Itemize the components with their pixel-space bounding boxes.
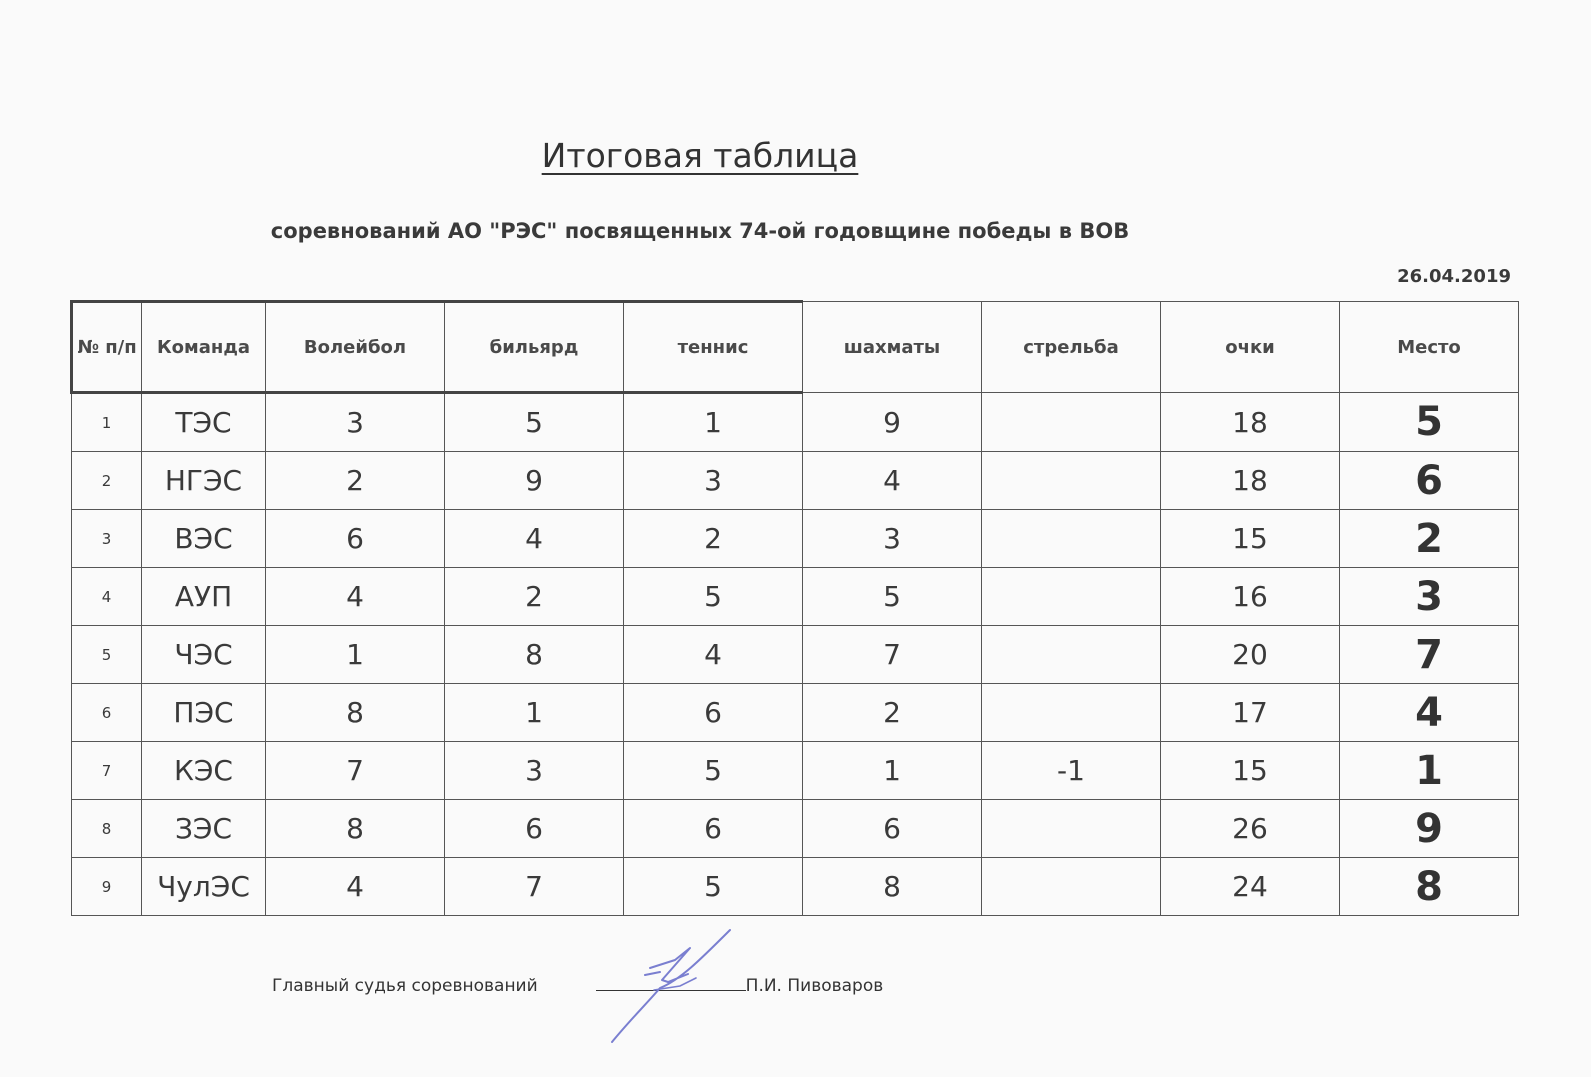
cell-place: 8 — [1340, 858, 1519, 916]
cell-billiards: 9 — [445, 452, 624, 510]
column-header-place: Место — [1340, 302, 1519, 393]
page-subtitle: соревнований АО "РЭС" посвященных 74-ой годовщине победы в ВОВ — [270, 219, 1130, 243]
cell-billiards: 3 — [445, 742, 624, 800]
cell-volleyball: 8 — [266, 800, 445, 858]
cell-chess: 6 — [803, 800, 982, 858]
cell-volleyball: 3 — [266, 393, 445, 452]
cell-billiards: 6 — [445, 800, 624, 858]
cell-shooting: -1 — [982, 742, 1161, 800]
column-header-shooting: стрельба — [982, 302, 1161, 393]
cell-billiards: 5 — [445, 393, 624, 452]
cell-place: 7 — [1340, 626, 1519, 684]
cell-chess: 1 — [803, 742, 982, 800]
cell-number: 9 — [72, 858, 142, 916]
cell-tennis: 1 — [624, 393, 803, 452]
page-title-text: Итоговая таблица — [541, 136, 859, 175]
cell-points: 20 — [1161, 626, 1340, 684]
cell-place: 1 — [1340, 742, 1519, 800]
cell-number: 5 — [72, 626, 142, 684]
cell-chess: 2 — [803, 684, 982, 742]
page-title — [0, 136, 1400, 175]
cell-chess: 4 — [803, 452, 982, 510]
cell-shooting — [982, 393, 1161, 452]
judge-label: Главный судья соревнований — [272, 976, 538, 996]
column-header-number: № п/п — [72, 302, 142, 393]
cell-place: 6 — [1340, 452, 1519, 510]
table-row — [72, 568, 1519, 626]
table-row — [72, 800, 1519, 858]
cell-points: 17 — [1161, 684, 1340, 742]
cell-tennis: 5 — [624, 742, 803, 800]
cell-billiards: 2 — [445, 568, 624, 626]
column-header-billiards: бильярд — [445, 302, 624, 393]
column-header-chess: шахматы — [803, 302, 982, 393]
cell-points: 18 — [1161, 393, 1340, 452]
cell-chess: 3 — [803, 510, 982, 568]
handwritten-signature — [600, 920, 760, 1050]
table-row — [72, 393, 1519, 452]
cell-team: НГЭС — [142, 452, 266, 510]
cell-volleyball: 7 — [266, 742, 445, 800]
cell-tennis: 2 — [624, 510, 803, 568]
cell-number: 4 — [72, 568, 142, 626]
table-row — [72, 510, 1519, 568]
cell-chess: 9 — [803, 393, 982, 452]
cell-number: 8 — [72, 800, 142, 858]
cell-billiards: 8 — [445, 626, 624, 684]
cell-points: 15 — [1161, 510, 1340, 568]
cell-tennis: 4 — [624, 626, 803, 684]
cell-tennis: 6 — [624, 684, 803, 742]
table-row — [72, 684, 1519, 742]
cell-team: АУП — [142, 568, 266, 626]
cell-shooting — [982, 568, 1161, 626]
cell-team: КЭС — [142, 742, 266, 800]
results-table — [70, 300, 1519, 916]
cell-team: ПЭС — [142, 684, 266, 742]
cell-team: ВЭС — [142, 510, 266, 568]
table-body — [72, 393, 1519, 916]
cell-shooting — [982, 510, 1161, 568]
cell-team: ТЭС — [142, 393, 266, 452]
cell-volleyball: 2 — [266, 452, 445, 510]
cell-team: ЧулЭС — [142, 858, 266, 916]
table-row — [72, 452, 1519, 510]
cell-tennis: 5 — [624, 568, 803, 626]
cell-number: 1 — [72, 393, 142, 452]
cell-shooting — [982, 800, 1161, 858]
cell-team: ЗЭС — [142, 800, 266, 858]
cell-shooting — [982, 858, 1161, 916]
table-header-row — [72, 302, 1519, 393]
cell-volleyball: 8 — [266, 684, 445, 742]
cell-number: 7 — [72, 742, 142, 800]
column-header-tennis: теннис — [624, 302, 803, 393]
cell-tennis: 5 — [624, 858, 803, 916]
table-row — [72, 858, 1519, 916]
cell-shooting — [982, 452, 1161, 510]
cell-number: 3 — [72, 510, 142, 568]
cell-team: ЧЭС — [142, 626, 266, 684]
judge-name: П.И. Пивоваров — [745, 976, 884, 996]
cell-chess: 5 — [803, 568, 982, 626]
table-row — [72, 626, 1519, 684]
cell-points: 18 — [1161, 452, 1340, 510]
cell-billiards: 7 — [445, 858, 624, 916]
cell-volleyball: 1 — [266, 626, 445, 684]
cell-points: 16 — [1161, 568, 1340, 626]
cell-volleyball: 6 — [266, 510, 445, 568]
cell-tennis: 3 — [624, 452, 803, 510]
cell-number: 6 — [72, 684, 142, 742]
cell-points: 15 — [1161, 742, 1340, 800]
cell-tennis: 6 — [624, 800, 803, 858]
cell-place: 4 — [1340, 684, 1519, 742]
cell-billiards: 1 — [445, 684, 624, 742]
cell-shooting — [982, 684, 1161, 742]
column-header-volleyball: Волейбол — [266, 302, 445, 393]
cell-billiards: 4 — [445, 510, 624, 568]
table-row — [72, 742, 1519, 800]
cell-chess: 8 — [803, 858, 982, 916]
cell-place: 2 — [1340, 510, 1519, 568]
cell-points: 26 — [1161, 800, 1340, 858]
cell-points: 24 — [1161, 858, 1340, 916]
cell-volleyball: 4 — [266, 568, 445, 626]
cell-shooting — [982, 626, 1161, 684]
cell-place: 5 — [1340, 393, 1519, 452]
judge-signature-line — [272, 972, 883, 996]
cell-place: 3 — [1340, 568, 1519, 626]
column-header-team: Команда — [142, 302, 266, 393]
column-header-points: очки — [1161, 302, 1340, 393]
cell-chess: 7 — [803, 626, 982, 684]
cell-volleyball: 4 — [266, 858, 445, 916]
document-date: 26.04.2019 — [1397, 266, 1511, 287]
cell-number: 2 — [72, 452, 142, 510]
cell-place: 9 — [1340, 800, 1519, 858]
